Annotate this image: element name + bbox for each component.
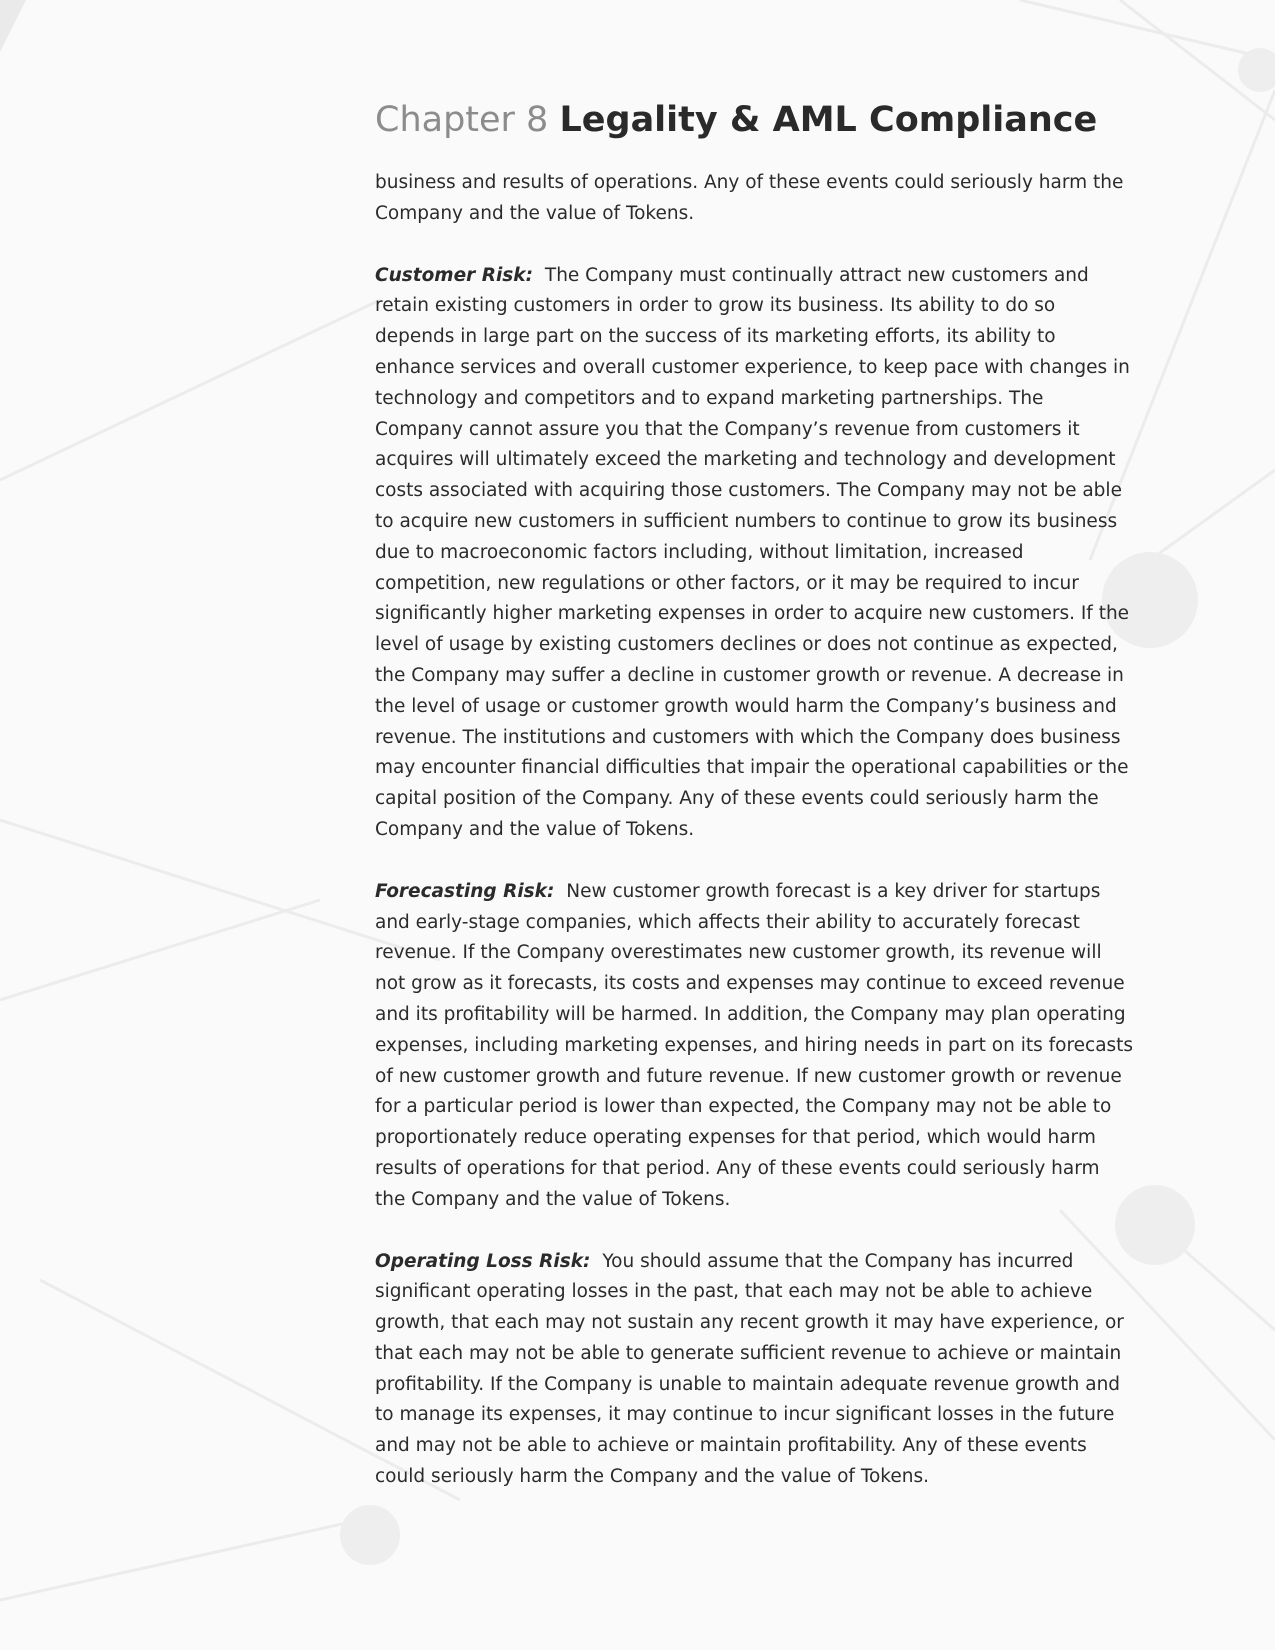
operating-loss-risk-text: You should assume that the Company has incurred significant operating losses in the past, that each may not be able to achieve growth, that each may not sustain any recent growth it may have experience, or that each may not be able to generate sufficient revenue to achieve or maintain profitability. If the Company is unable to maintain adequate revenue growth and to manage its expenses, it may continue to incur significant losses in the future and may not be able to achieve or maintain profitability. Any of these events could seriously harm the Company and the value of Tokens. (375, 1250, 1124, 1488)
intro-paragraph: business and results of operations. Any of these events could seriously harm the Company and the value of Tokens. (375, 172, 1124, 224)
customer-risk-text: The Company must continually attract new customers and retain existing customers in order to grow its business. Its ability to do so depends in large part on the success of its marketing efforts, its ability to enhance services and overall customer experience, to keep pace with changes in technology and competitors and to expand marketing partnerships. The Company cannot assure you that the Company’s revenue from customers it acquires will ultimately exceed the marketing and technology and development costs associated with acquiring those customers. The Company may not be able to acquire new customers in sufficient numbers to continue to grow its business due to macroeconomic factors including, without limitation, increased competition, new regulations or other factors, or it may be required to incur significantly higher marketing expenses in order to acquire new customers. If the level of usage by existing customers declines or does not continue as expected, the Company may suffer a decline in customer growth or revenue. A decrease in the level of usage or customer growth would harm the Company’s business and revenue. The institutions and customers with which the Company does business may encounter financial difficulties that impair the operational capabilities or the capital position of the Company. Any of these events could seriously harm the Company and the value of Tokens. (375, 264, 1130, 840)
operating-loss-risk-heading: Operating Loss Risk: (375, 1250, 591, 1272)
document-page-body (375, 96, 1135, 1524)
customer-risk-heading: Customer Risk: (375, 264, 533, 286)
operating-loss-risk-paragraph (375, 1247, 1135, 1493)
customer-risk-paragraph (375, 261, 1135, 846)
chapter-number: Chapter 8 (375, 100, 549, 140)
chapter-title: Legality & AML Compliance (559, 100, 1098, 140)
chapter-heading (375, 96, 1135, 144)
forecasting-risk-paragraph (375, 877, 1135, 1216)
forecasting-risk-text: New customer growth forecast is a key driver for startups and early-stage companies, which affects their ability to accurately forecast revenue. If the Company overestimates new customer growth, its revenue will not grow as it forecasts, its costs and expenses may continue to exceed revenue and its profitability will be harmed. In addition, the Company may plan operating expenses, including marketing expenses, and hiring needs in part on its forecasts of new customer growth and future revenue. If new customer growth or revenue for a particular period is lower than expected, the Company may not be able to proportionately reduce operating expenses for that period, which would harm results of operations for that period. Any of these events could seriously harm the Company and the value of Tokens. (375, 880, 1134, 1210)
forecasting-risk-heading: Forecasting Risk: (375, 880, 555, 902)
